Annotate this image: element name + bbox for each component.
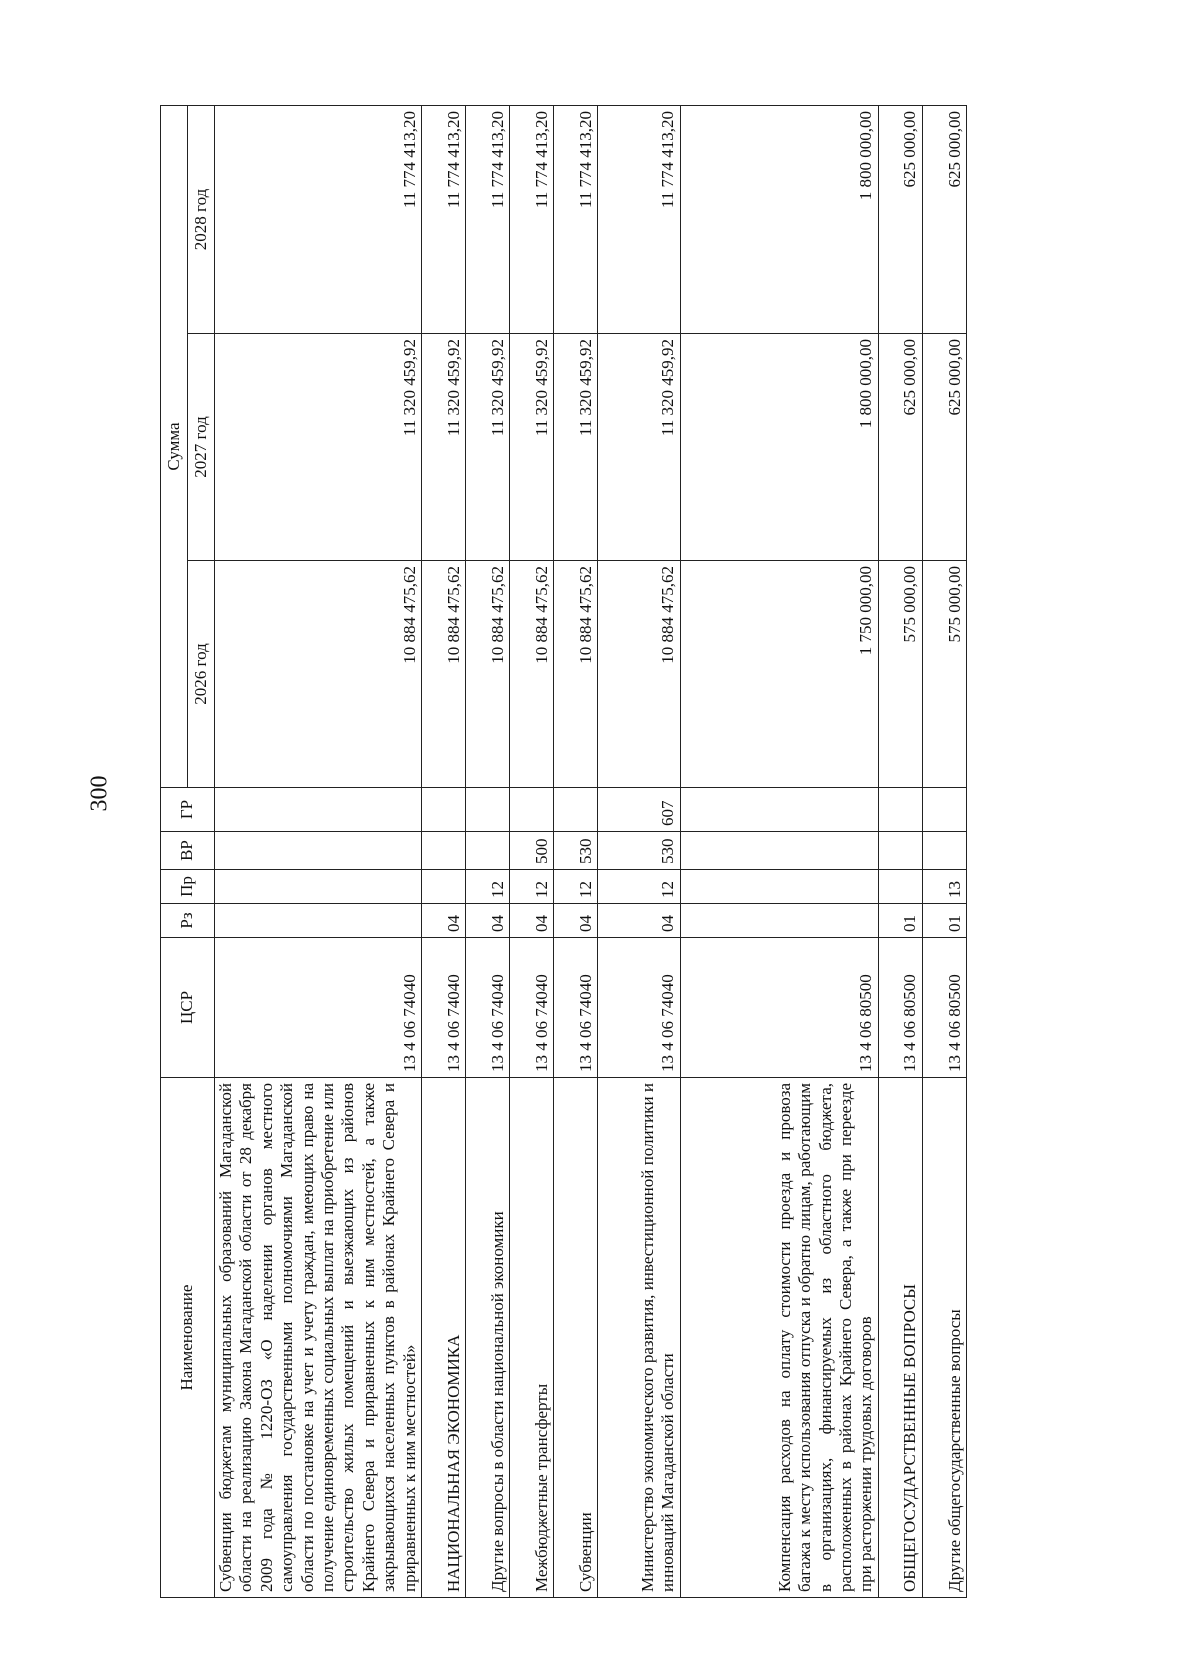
row-csr: 13 4 06 74040 bbox=[421, 938, 465, 1078]
row-pr bbox=[215, 870, 422, 904]
header-vr: ВР bbox=[161, 832, 215, 870]
row-rz bbox=[680, 904, 878, 938]
row-gr bbox=[215, 788, 422, 832]
row-pr bbox=[878, 870, 922, 904]
row-2027: 11 320 459,92 bbox=[466, 334, 510, 561]
row-gr bbox=[421, 788, 465, 832]
row-2028: 1 800 000,00 bbox=[680, 105, 878, 333]
row-2027: 11 320 459,92 bbox=[215, 334, 422, 561]
row-name: Субвенции bbox=[554, 1078, 598, 1598]
row-vr: 530 bbox=[554, 832, 598, 870]
row-csr: 13 4 06 74040 bbox=[598, 938, 681, 1078]
row-2028: 625 000,00 bbox=[878, 105, 922, 333]
header-2027: 2027 год bbox=[188, 334, 215, 561]
row-pr: 12 bbox=[554, 870, 598, 904]
row-2027: 625 000,00 bbox=[922, 334, 966, 561]
row-2027: 11 320 459,92 bbox=[554, 334, 598, 561]
row-vr bbox=[680, 832, 878, 870]
row-2027: 11 320 459,92 bbox=[598, 334, 681, 561]
row-2027: 11 320 459,92 bbox=[421, 334, 465, 561]
row-vr bbox=[421, 832, 465, 870]
row-name: Другие вопросы в области национальной экономики bbox=[466, 1078, 510, 1598]
table-row bbox=[680, 105, 878, 1597]
row-vr: 500 bbox=[510, 832, 554, 870]
header-rz: Рз bbox=[161, 904, 215, 938]
header-sum: Сумма bbox=[161, 105, 188, 787]
row-csr: 13 4 06 80500 bbox=[680, 938, 878, 1078]
row-csr: 13 4 06 74040 bbox=[554, 938, 598, 1078]
table-row bbox=[421, 105, 465, 1597]
row-2028: 11 774 413,20 bbox=[598, 105, 681, 333]
row-2026: 575 000,00 bbox=[922, 561, 966, 788]
row-vr bbox=[878, 832, 922, 870]
row-2026: 10 884 475,62 bbox=[554, 561, 598, 788]
row-2028: 11 774 413,20 bbox=[215, 105, 422, 333]
row-2028: 11 774 413,20 bbox=[554, 105, 598, 333]
row-rz: 01 bbox=[922, 904, 966, 938]
row-vr bbox=[215, 832, 422, 870]
row-2027: 11 320 459,92 bbox=[510, 334, 554, 561]
row-vr bbox=[466, 832, 510, 870]
budget-table bbox=[160, 105, 967, 1598]
row-name: Субвенции бюджетам муниципальных образований Магаданской области на реализацию Закона Магаданской области от 28 декабря 2009 года № 1220-ОЗ «О наделении органов местного самоуправления государственными полномочиями Магаданской области по постановке на учет и учету граждан, имеющих право на получение единовременных социальных выплат на приобретение или строительство жилых помещений и выезжающих из районов Крайнего Севера и приравненных к ним местностей, а также закрывающихся населенных пунктов в районах Крайнего Севера и приравненных к ним местностей» bbox=[215, 1078, 422, 1598]
row-2026: 10 884 475,62 bbox=[421, 561, 465, 788]
row-pr: 12 bbox=[598, 870, 681, 904]
row-2028: 11 774 413,20 bbox=[466, 105, 510, 333]
row-2026: 1 750 000,00 bbox=[680, 561, 878, 788]
row-rz: 01 bbox=[878, 904, 922, 938]
row-gr bbox=[510, 788, 554, 832]
row-gr bbox=[922, 788, 966, 832]
table-row bbox=[554, 105, 598, 1597]
header-2028: 2028 год bbox=[188, 105, 215, 333]
rotated-table-container bbox=[160, 106, 967, 1598]
row-rz: 04 bbox=[598, 904, 681, 938]
row-2028: 11 774 413,20 bbox=[421, 105, 465, 333]
row-2026: 10 884 475,62 bbox=[598, 561, 681, 788]
row-name: Компенсация расходов на оплату стоимости проезда и провоза багажа к месту использования отпуска и обратно лицам, работающим в организациях, финансируемых из областного бюджета, расположенных в районах Крайнего Севера, а также при переезде при расторжении трудовых договоров bbox=[680, 1078, 878, 1598]
row-name: Другие общегосударственные вопросы bbox=[922, 1078, 966, 1598]
row-csr: 13 4 06 74040 bbox=[510, 938, 554, 1078]
row-pr: 12 bbox=[510, 870, 554, 904]
header-csr: ЦСР bbox=[161, 938, 215, 1078]
row-2026: 575 000,00 bbox=[878, 561, 922, 788]
table-header-row bbox=[161, 105, 188, 1597]
row-gr: 607 bbox=[598, 788, 681, 832]
row-vr: 530 bbox=[598, 832, 681, 870]
row-gr bbox=[878, 788, 922, 832]
table-row bbox=[510, 105, 554, 1597]
row-2028: 625 000,00 bbox=[922, 105, 966, 333]
row-gr bbox=[680, 788, 878, 832]
row-rz bbox=[215, 904, 422, 938]
row-name: Министерство экономического развития, инвестиционной политики и инноваций Магаданской области bbox=[598, 1078, 681, 1598]
header-name: Наименование bbox=[161, 1078, 215, 1598]
row-pr: 12 bbox=[466, 870, 510, 904]
row-csr: 13 4 06 80500 bbox=[878, 938, 922, 1078]
row-2028: 11 774 413,20 bbox=[510, 105, 554, 333]
header-pr: Пр bbox=[161, 870, 215, 904]
row-gr bbox=[466, 788, 510, 832]
row-rz: 04 bbox=[510, 904, 554, 938]
row-rz: 04 bbox=[466, 904, 510, 938]
table-row bbox=[878, 105, 922, 1597]
row-pr bbox=[680, 870, 878, 904]
row-2026: 10 884 475,62 bbox=[466, 561, 510, 788]
row-pr bbox=[421, 870, 465, 904]
row-rz: 04 bbox=[421, 904, 465, 938]
row-name: ОБЩЕГОСУДАРСТВЕННЫЕ ВОПРОСЫ bbox=[878, 1078, 922, 1598]
header-2026: 2026 год bbox=[188, 561, 215, 788]
row-vr bbox=[922, 832, 966, 870]
row-csr: 13 4 06 80500 bbox=[922, 938, 966, 1078]
row-pr: 13 bbox=[922, 870, 966, 904]
table-row bbox=[598, 105, 681, 1597]
row-2026: 10 884 475,62 bbox=[510, 561, 554, 788]
header-gr: ГР bbox=[161, 788, 215, 832]
row-name: Межбюджетные трансферты bbox=[510, 1078, 554, 1598]
row-rz: 04 bbox=[554, 904, 598, 938]
page-number: 300 bbox=[86, 775, 113, 812]
row-csr: 13 4 06 74040 bbox=[466, 938, 510, 1078]
row-gr bbox=[554, 788, 598, 832]
row-2027: 625 000,00 bbox=[878, 334, 922, 561]
row-2027: 1 800 000,00 bbox=[680, 334, 878, 561]
table-row bbox=[466, 105, 510, 1597]
table-row bbox=[215, 105, 422, 1597]
table-row bbox=[922, 105, 966, 1597]
row-2026: 10 884 475,62 bbox=[215, 561, 422, 788]
row-name: НАЦИОНАЛЬНАЯ ЭКОНОМИКА bbox=[421, 1078, 465, 1598]
row-csr: 13 4 06 74040 bbox=[215, 938, 422, 1078]
